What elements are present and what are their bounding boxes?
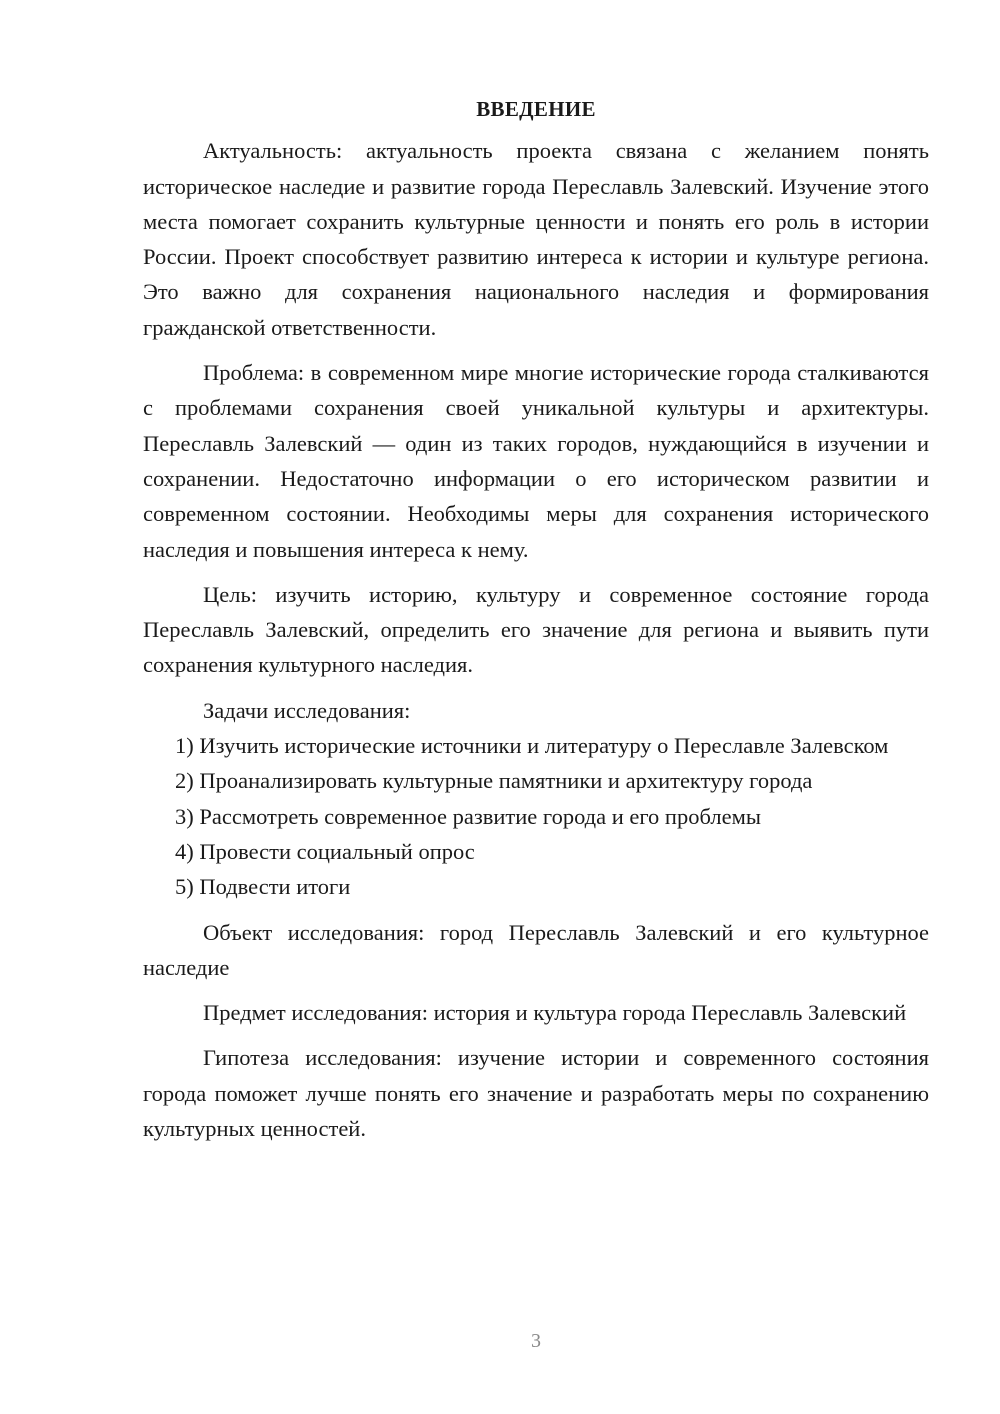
- tasks-heading: Задачи исследования:: [203, 697, 411, 723]
- page-content: [143, 92, 929, 1146]
- task-item-2: 2) Проанализировать культурные памятники и архитектуру города: [175, 768, 813, 794]
- page-number: 3: [531, 1330, 541, 1352]
- section-title: ВВЕДЕНИЕ: [476, 97, 596, 121]
- paragraph-subject: Предмет исследования: история и культура города Переславль Залевский: [203, 1000, 907, 1026]
- task-item-1: 1) Изучить исторические источники и литературу о Переславле Залевском: [175, 733, 889, 759]
- paragraph-relevance: Актуальность: актуальность проекта связана с желанием понять историческое наследие и развитие города Переславль Залевский. Изучение этого места помогает сохранить культурные ценности и понять его роль в истории России. Проект способствует развитию интереса к истории и культуре региона. Это важно для сохранения национального наследия и формирования гражданской ответственности.: [143, 138, 929, 340]
- paragraph-object: Объект исследования: город Переславль Залевский и его культурное наследие: [143, 919, 929, 980]
- paragraph-hypothesis: Гипотеза исследования: изучение истории и современного состояния города поможет лучше понять его значение и разработать меры по сохранению культурных ценностей.: [143, 1045, 929, 1142]
- task-item-3: 3) Рассмотреть современное развитие города и его проблемы: [175, 803, 761, 829]
- paragraph-goal: Цель: изучить историю, культуру и современное состояние города Переславль Залевский, определить его значение для региона и выявить пути сохранения культурного наследия.: [143, 581, 929, 678]
- paragraph-problem: Проблема: в современном мире многие исторические города сталкиваются с проблемами сохранения своей уникальной культуры и архитектуры. Переславль Залевский — один из таких городов, нуждающийся в изучении и сохранении. Недостаточно информации о его историческом развитии и современном состоянии. Необходимы меры для сохранения исторического наследия и повышения интереса к нему.: [143, 360, 929, 562]
- task-item-5: 5) Подвести итоги: [175, 874, 351, 900]
- task-item-4: 4) Провести социальный опрос: [175, 838, 475, 864]
